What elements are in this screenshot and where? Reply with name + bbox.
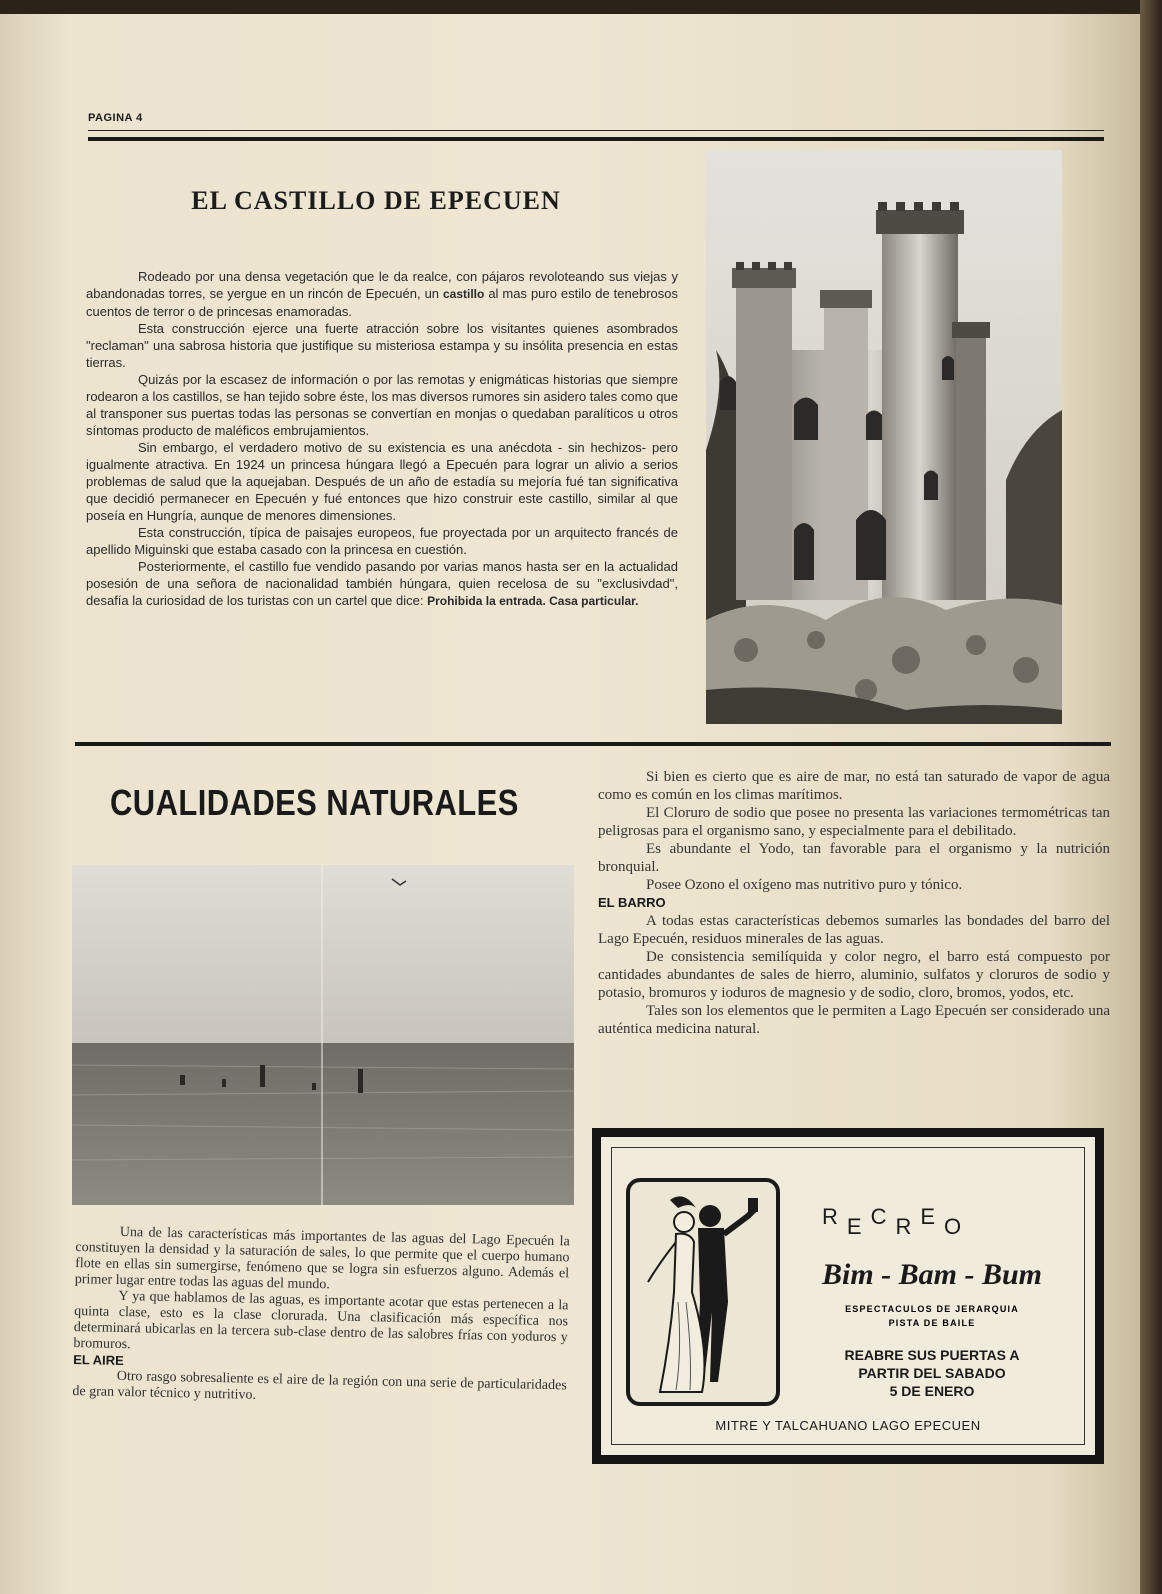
cualidades-left-column	[72, 1224, 570, 1410]
dancing-couple-illustration	[626, 1178, 780, 1406]
ad-tagline-1: ESPECTACULOS DE JERARQUIA	[845, 1304, 1019, 1314]
page-number-label: PAGINA 4	[88, 112, 143, 124]
dancers-icon	[630, 1182, 776, 1402]
reopening-notice	[772, 1346, 1092, 1400]
header-rule-thin	[88, 130, 1104, 131]
castle-emphasis: castillo	[443, 287, 485, 301]
air-paragraph-1: Otro rasgo sobresaliente es el aire de la región con una serie de particularidades de gran valor técnico y nutritivo.	[72, 1368, 567, 1403]
ad-address: MITRE Y TALCAHUANO LAGO EPECUEN	[715, 1418, 981, 1433]
page-fold-edge	[1140, 0, 1162, 1594]
castle-article-body	[86, 268, 678, 610]
mud-paragraph-1: A todas estas características debemos sumarles las bondades del barro del Lago Epecuén, residuos minerales de las aguas.	[598, 913, 1110, 947]
reopening-line-1: REABRE SUS PUERTAS A	[844, 1347, 1020, 1363]
ad-tagline	[772, 1302, 1092, 1330]
subhead-mud: EL BARRO	[598, 895, 666, 910]
cualidades-right-column	[598, 768, 1110, 1038]
air-paragraph-2: Si bien es cierto que es aire de mar, no está tan saturado de vapor de agua como es común en los climas marítimos.	[598, 769, 1110, 803]
lake-photo	[72, 865, 574, 1205]
water-paragraph-1: Una de las características más importantes de las aguas del Lago Epecuén la constituyen la densidad y la saturación de sales, lo que permite que el cuerpo humano flote en ellas sin sumergirse, fenómeno que se logra sin esfuerzos alguno. Además el primer lugar entre todas las aguas del mundo.	[74, 1224, 570, 1293]
castle-paragraph-1: Rodeado por una densa vegetación que le da realce, con pájaros revoloteando sus viejas y abandonadas torres, se yergue en un rincón de Epecuén, un castillo al mas puro estilo de tenebrosos cuentos de terror o de princesas enamoradas.	[86, 269, 678, 319]
section-divider	[75, 742, 1111, 746]
castle-sign-text: Prohibida la entrada. Casa particular.	[427, 594, 639, 608]
reopening-line-3: 5 DE ENERO	[889, 1383, 975, 1399]
castle-paragraph-5: Esta construcción, típica de paisajes europeos, fue proyectada por un arquitecto francés de apellido Miguinski que estaba casado con la princesa en cuestión.	[86, 525, 678, 557]
castle-paragraph-6: Posteriormente, el castillo fue vendido pasando por varias manos hasta ser en la actualidad posesión de una señora de nacionalidad también húngara, quien recelosa de su "exclusivdad", desafía la curiosidad de los turistas con un cartel que dice: Prohibida la entrada. Casa particular.	[86, 559, 678, 608]
recreo-advertisement	[592, 1128, 1104, 1464]
ad-inner-frame	[611, 1147, 1085, 1445]
castle-illustration	[706, 150, 1062, 724]
water-paragraph-2: Y ya que hablamos de las aguas, es importante acotar que estas pertenecen a la quinta clase, esto es la clase clorurada. Una clasificación más específica nos determinará ubicarlas en la tercera sub-clase dentro de las salobres frías con yoduros y bromuros.	[73, 1288, 569, 1353]
castle-article-title: EL CASTILLO DE EPECUEN	[191, 186, 561, 215]
venue-name: Bim - Bam - Bum	[821, 1258, 1043, 1291]
air-paragraph-5: Posee Ozono el oxígeno mas nutritivo puro y tónico.	[646, 877, 963, 893]
top-edge	[0, 0, 1140, 14]
header-rule-thick	[88, 137, 1104, 141]
cualidades-title: CUALIDADES NATURALES	[110, 782, 519, 823]
ad-tagline-2: PISTA DE BAILE	[888, 1318, 976, 1328]
air-paragraph-4: Es abundante el Yodo, tan favorable para el organismo y la nutrición bronquial.	[598, 841, 1110, 875]
lake-illustration	[72, 865, 574, 1205]
reopening-line-2: PARTIR DEL SABADO	[858, 1365, 1006, 1381]
mud-paragraph-3: Tales son los elementos que le permiten a Lago Epecuén ser considerado una auténtica medicina natural.	[598, 1003, 1110, 1037]
mud-paragraph-2: De consistencia semilíquida y color negro, el barro está compuesto por cantidades abundantes de sales de hierro, aluminio, sulfatos y cloruros de sodio y potasio, bromuros y ioduros de magnesio y de sodio, cloro, bromos, yodos, etc.	[598, 949, 1110, 1001]
subhead-air: EL AIRE	[73, 1351, 124, 1369]
castle-paragraph-3: Quizás por la escasez de información o por las remotas y enigmáticas historias que siempre rodearon a los castillos, se han tejido sobre éste, los mas diversos rumores sin asidero tales como que al transponer sus puertas todas las personas se convertían en monjas o quedaban paralíticos u otros síntomas producto de maléficos embrujamientos.	[86, 372, 678, 438]
air-paragraph-3: El Cloruro de sodio que posee no presenta las variaciones termométricas tan peligrosas para el organismo sano, y especialmente para el debilitado.	[598, 805, 1110, 839]
castle-paragraph-4: Sin embargo, el verdadero motivo de su existencia es una anécdota - sin hechizos- pero igualmente atractiva. En 1924 un princesa húngara llegó a Epecuén para lograr un alivio a serios problemas de salud que la aquejaban. Después de un año de estadía su mejoría fué tan significativa que decidió permanecer en Epecuén y fué entonces que hizo construir este castillo, similar al que poseía en Hungría, aunque de menores dimensiones.	[86, 440, 678, 523]
recreo-wordmark: R E C R E O	[822, 1204, 965, 1239]
castle-photo	[706, 150, 1062, 724]
castle-paragraph-2: Esta construcción ejerce una fuerte atracción sobre los visitantes quienes asombrados "reclaman" una sabrosa historia que justifique su misteriosa estampa y su insólita presencia en estas tierras.	[86, 321, 678, 370]
